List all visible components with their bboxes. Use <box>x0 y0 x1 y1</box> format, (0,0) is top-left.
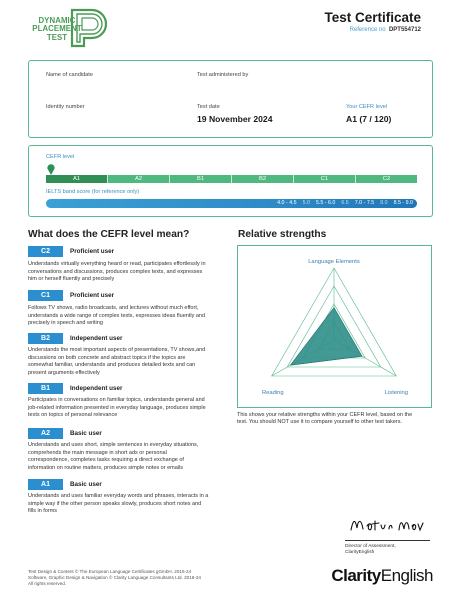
test-date-label: Test date <box>197 104 220 110</box>
cefr-segment: A2 <box>108 175 170 183</box>
signature-image <box>345 512 425 536</box>
level-badge: B1 <box>28 383 63 394</box>
level-badge: A1 <box>28 479 63 490</box>
level-name: Independent user <box>70 385 123 392</box>
cefr-segment: B2 <box>232 175 294 183</box>
clarityenglish-logo: ClarityEnglish <box>331 566 433 585</box>
radar-axis-label: Listening <box>384 390 408 396</box>
radar-note: This shows your relative strengths within your CEFR level, based on the test. You should NOT use it to compare yourself to other test takers. <box>237 412 413 426</box>
ielts-band: 6.5 <box>341 200 349 206</box>
ielts-band: 8.0 <box>380 200 388 206</box>
level-name: Proficient user <box>70 292 115 299</box>
radar-chart-box <box>237 245 432 408</box>
radar-chart <box>238 246 430 406</box>
level-name: Basic user <box>70 481 102 488</box>
copyright-footer: Test Design & Content © The European Language Certificates gGmbH. 2016-24 Software, Graphic Design & Navigation © Clarity Language Consultants Ltd. 2016-24 All rights reserved. <box>28 569 201 586</box>
dpt-logo <box>28 8 112 50</box>
cefr-level-label: Your CEFR level <box>346 104 388 110</box>
logo-p-mark-icon <box>68 8 112 48</box>
cefr-scale-title: CEFR level <box>46 154 75 160</box>
test-date-value: 19 November 2024 <box>197 114 273 124</box>
ielts-band: 8.5 - 9.0 <box>393 200 413 206</box>
cefr-level-value: A1 (7 / 120) <box>346 114 392 124</box>
radar-axis-label: Reading <box>262 390 284 396</box>
level-name: Proficient user <box>70 248 115 255</box>
cefr-meaning-heading: What does the CEFR level mean? <box>28 229 190 240</box>
cefr-segment: C2 <box>356 175 417 183</box>
level-badge: C2 <box>28 246 63 257</box>
level-badge: B2 <box>28 333 63 344</box>
certificate-title: Test Certificate <box>324 10 421 25</box>
identity-number-label: Identity number <box>46 104 85 110</box>
radar-axis-label: Language Elements <box>308 259 360 265</box>
administered-by-label: Test administered by <box>197 72 249 78</box>
ielts-band-bar <box>46 199 417 208</box>
logo-wordmark: DYNAMIC PLACEMENT TEST <box>32 16 82 42</box>
level-description: Understands virtually everything heard or read, participates effortlessly in conversations and discussions, produces complex texts, and expresses him or herself fluently and precisely <box>28 261 206 283</box>
cefr-segment: A1 <box>46 175 108 183</box>
level-description: Understands the most important aspects of presentations, TV shows,and discussions on both concrete and abstract topics if the topics are somewhat familiar, understands and produces detailed texts and can present arguments effectively <box>28 347 206 376</box>
cefr-level-bar <box>46 175 417 183</box>
reference-number: Reference no DPT554712 <box>349 27 421 33</box>
ielts-band: 7.0 - 7.5 <box>354 200 375 206</box>
level-badge: A2 <box>28 428 63 439</box>
ielts-band: 5.5 - 6.0 <box>315 200 336 206</box>
ielts-scale-title: IELTS band score (for reference only) <box>46 189 140 195</box>
location-pin-icon <box>47 164 55 175</box>
level-name: Independent user <box>70 335 123 342</box>
cefr-segment: C1 <box>294 175 356 183</box>
candidate-name-label: Name of candidate <box>46 72 93 78</box>
level-description: Understands and uses familiar everyday words and phrases, interacts in a simple way if the other person speaks slowly, produces short notes and fills in forms <box>28 493 209 515</box>
cefr-segment: B1 <box>170 175 232 183</box>
level-badge: C1 <box>28 290 63 301</box>
ielts-band: 4.0 - 4.5 <box>277 200 297 206</box>
relative-strengths-heading: Relative strengths <box>238 229 327 240</box>
level-name: Basic user <box>70 430 102 437</box>
signatory-role: Director of Assessment, ClarityEnglish <box>345 544 396 555</box>
signature-line <box>345 540 430 541</box>
ielts-band: 5.0 <box>302 200 310 206</box>
level-description: Follows TV shows, radio broadcasts, and lectures without much effort, understands a wide range of complex texts, expresses ideas fluently and precisely in speech and writing <box>28 305 206 327</box>
level-description: Understands and uses short, simple sentences in everyday situations, comprehends the main message in short ads or personal correspondence, completes tasks requiring a direct exchange of information on routine matters, produces simple notes or emails <box>28 442 199 471</box>
level-description: Participates in conversations on familiar topics, understands general and job-related information presented in everyday language, produces simple texts on topics of personal relevance <box>28 397 206 419</box>
